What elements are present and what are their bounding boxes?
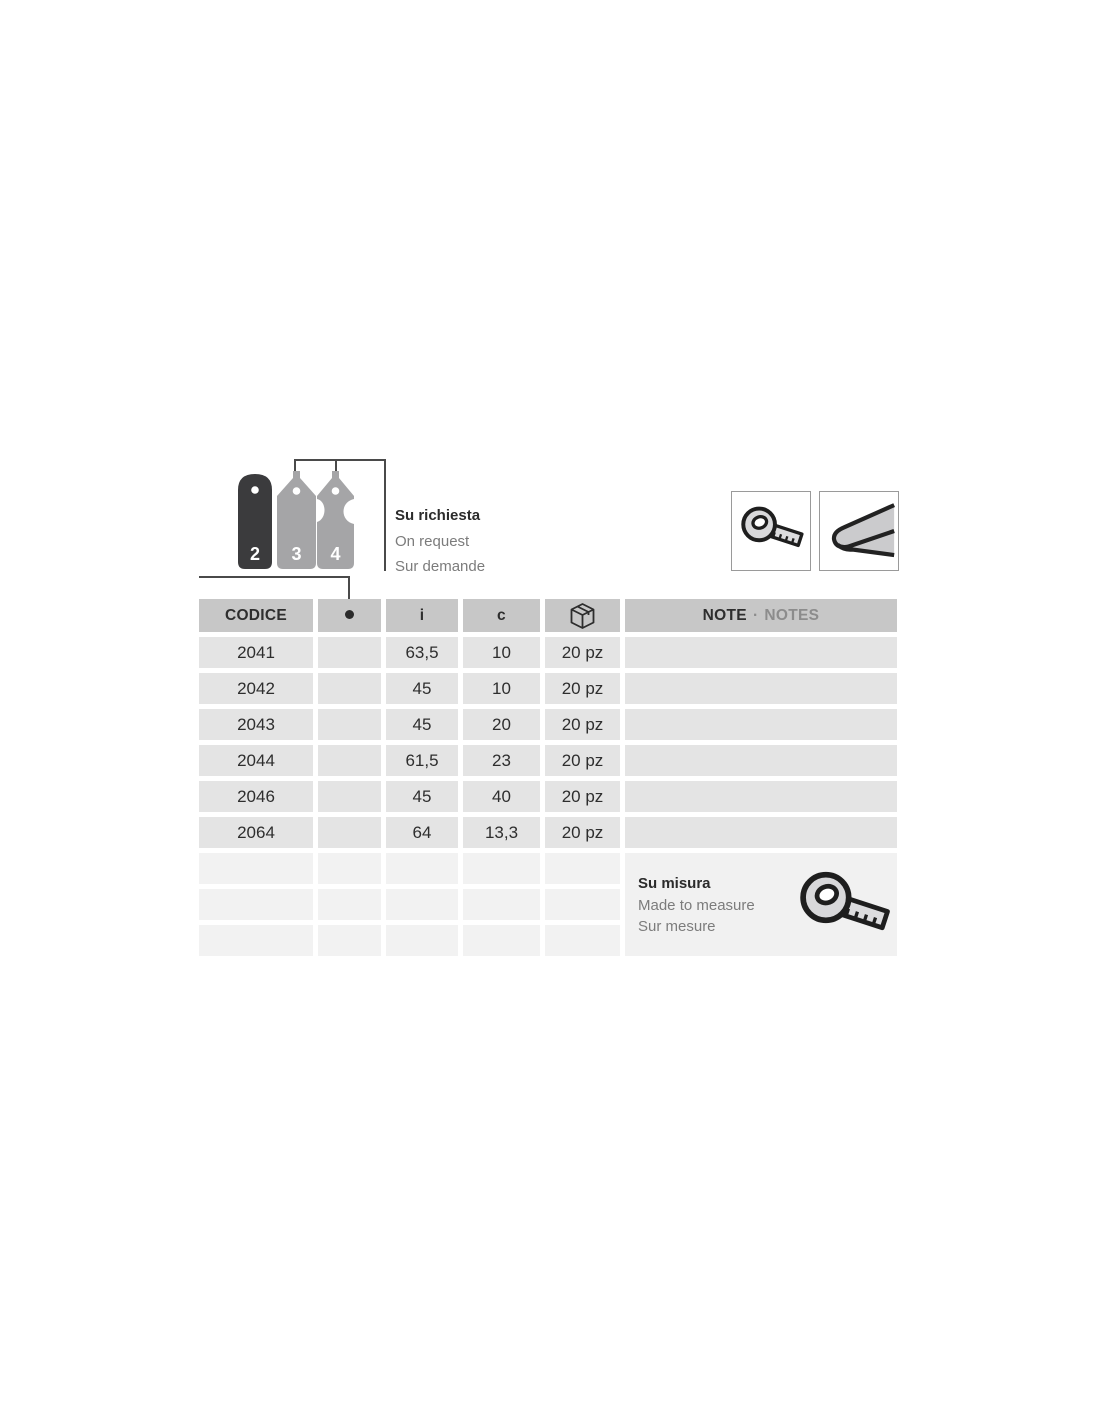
made-to-measure-fr: Sur mesure: [638, 918, 716, 935]
made-to-measure-it: Su misura: [638, 875, 711, 892]
cell-dot: [318, 817, 381, 848]
empty-cell: [463, 925, 540, 956]
cell-dot: [318, 745, 381, 776]
cell-pack: 20 pz: [545, 817, 620, 848]
empty-cell: [386, 889, 458, 920]
cell-c: 10: [463, 637, 540, 668]
cell-pack: 20 pz: [545, 673, 620, 704]
cell-dot: [318, 673, 381, 704]
made-to-measure-en: Made to measure: [638, 896, 755, 914]
header-note-separator: ·: [752, 606, 759, 624]
cell-c: 10: [463, 673, 540, 704]
cell-pack: 20 pz: [545, 745, 620, 776]
empty-cell: [545, 853, 620, 884]
cell-i: 45: [386, 709, 458, 740]
bracket-line-vertical: [384, 459, 386, 571]
connector-line-horizontal: [199, 576, 350, 578]
tape-measure-icon: [738, 504, 804, 558]
package-icon: [569, 602, 596, 630]
header-note-it: NOTE: [702, 606, 747, 624]
dot-marker: [345, 610, 354, 619]
legend-line-en: On request: [395, 532, 470, 550]
product-table: [199, 599, 897, 956]
empty-cell: [318, 889, 381, 920]
header-c: c: [463, 599, 540, 632]
cell-codice: 2046: [199, 781, 313, 812]
cell-pack: 20 pz: [545, 637, 620, 668]
legend-line-fr: Sur demande: [395, 558, 486, 575]
blade-edge-box: [819, 491, 899, 571]
bracket-tick-left: [294, 459, 296, 471]
cell-pack: 20 pz: [545, 781, 620, 812]
blade-profile-2: [238, 474, 272, 569]
cell-i: 61,5: [386, 745, 458, 776]
shape-number: 2: [249, 544, 260, 564]
cell-note: [625, 781, 897, 812]
bracket-line-top: [294, 459, 386, 461]
cell-c: 23: [463, 745, 540, 776]
header-note: [625, 599, 897, 632]
blade-edge-icon: [822, 494, 896, 568]
header-note-en: NOTES: [764, 606, 820, 624]
made-to-measure-cell: [625, 853, 897, 956]
blade-profile-4: [317, 471, 354, 569]
tape-measure-icon: [795, 869, 891, 945]
header-i: i: [386, 599, 458, 632]
cell-codice: 2042: [199, 673, 313, 704]
cell-i: 45: [386, 673, 458, 704]
shape-number: 4: [330, 544, 341, 564]
cell-dot: [318, 709, 381, 740]
empty-cell: [199, 889, 313, 920]
empty-cell: [463, 889, 540, 920]
cell-codice: 2043: [199, 709, 313, 740]
bracket-tick-middle: [335, 459, 337, 471]
blade-profile-3: [277, 471, 316, 569]
cell-codice: 2044: [199, 745, 313, 776]
empty-cell: [199, 853, 313, 884]
cell-i: 45: [386, 781, 458, 812]
cell-pack: 20 pz: [545, 709, 620, 740]
cell-i: 64: [386, 817, 458, 848]
cell-note: [625, 709, 897, 740]
cell-dot: [318, 637, 381, 668]
empty-cell: [463, 853, 540, 884]
empty-cell: [318, 853, 381, 884]
on-request-legend: [395, 503, 485, 580]
cell-note: [625, 637, 897, 668]
cell-c: 13,3: [463, 817, 540, 848]
cell-dot: [318, 781, 381, 812]
empty-cell: [545, 925, 620, 956]
header-codice: CODICE: [199, 599, 313, 632]
empty-cell: [386, 925, 458, 956]
header-dot-column: [318, 599, 381, 632]
cell-codice: 2041: [199, 637, 313, 668]
empty-cell: [199, 925, 313, 956]
tape-measure-box: [731, 491, 811, 571]
cell-codice: 2064: [199, 817, 313, 848]
cell-c: 40: [463, 781, 540, 812]
empty-cell: [545, 889, 620, 920]
shape-number: 3: [291, 544, 302, 564]
cell-i: 63,5: [386, 637, 458, 668]
cell-note: [625, 817, 897, 848]
cell-c: 20: [463, 709, 540, 740]
header-pack: [545, 599, 620, 632]
legend-line-it: Su richiesta: [395, 507, 481, 524]
empty-cell: [386, 853, 458, 884]
cell-note: [625, 745, 897, 776]
cell-note: [625, 673, 897, 704]
empty-cell: [318, 925, 381, 956]
